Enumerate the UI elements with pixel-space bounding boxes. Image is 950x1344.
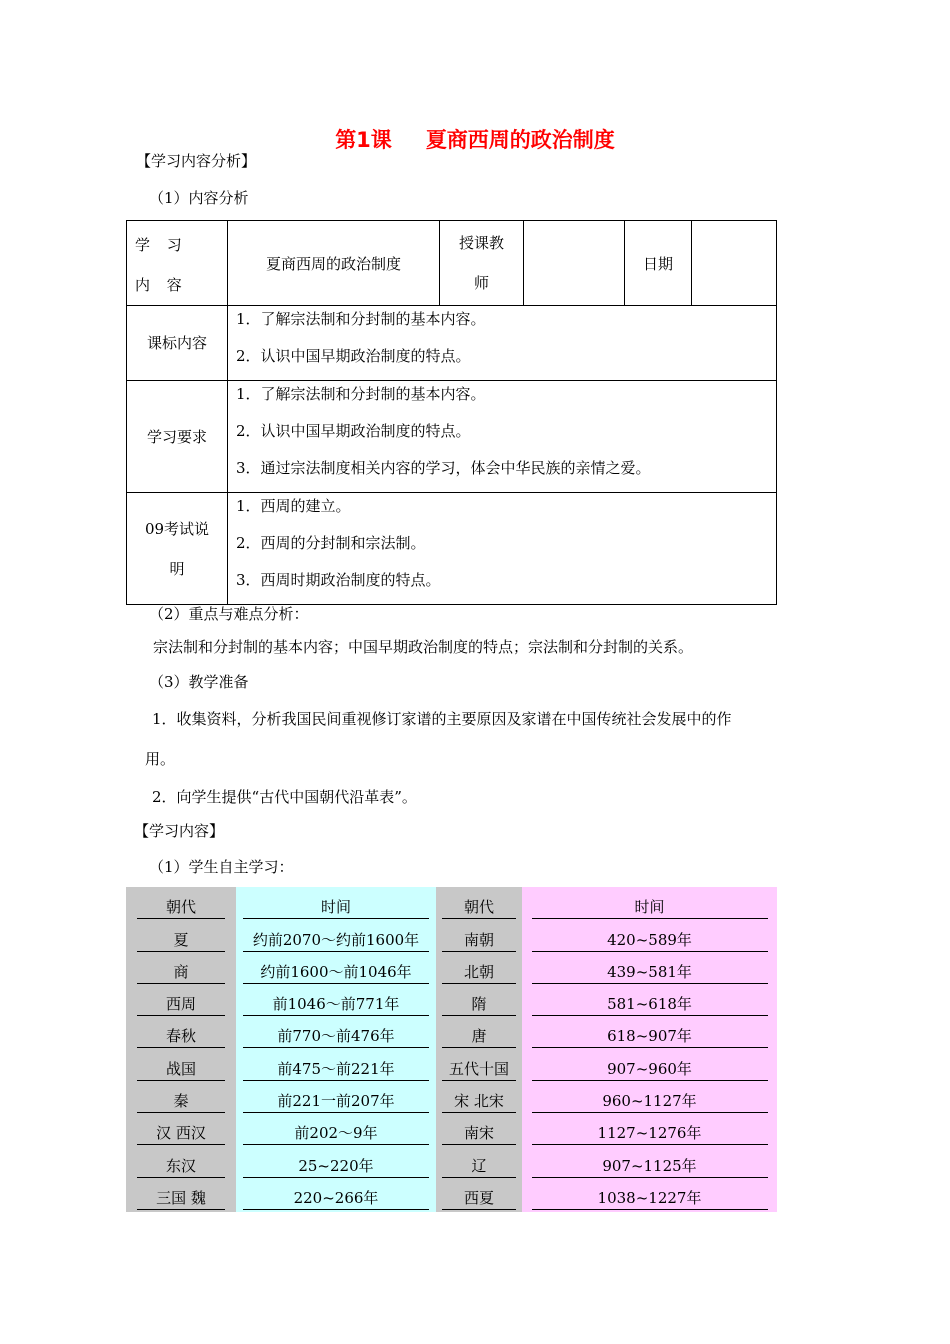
dynasty-cell: 西周	[137, 993, 225, 1016]
time-cell: 前475～前221年	[243, 1058, 429, 1081]
lesson-number: 第1课	[335, 128, 392, 152]
time-cell: 1127~1276年	[532, 1122, 768, 1145]
time-cell-wrap	[522, 1081, 777, 1113]
topic-label: 学 习 内 容	[135, 236, 188, 294]
dynasty-table	[126, 887, 777, 1212]
dynasty-cell: 隋	[442, 993, 516, 1016]
dynasty-cell: 春秋	[137, 1025, 225, 1048]
analysis-row-requirements	[127, 381, 777, 493]
standards-item: 1．了解宗法制和分封制的基本内容。	[236, 310, 486, 328]
focus-heading: （2）重点与难点分析：	[149, 605, 309, 623]
time-cell-wrap	[522, 1145, 777, 1177]
time-cell-wrap	[236, 984, 436, 1016]
time-cell: 960~1127年	[532, 1090, 768, 1113]
time-cell-wrap	[236, 1081, 436, 1113]
time-cell: 1038~1227年	[532, 1187, 768, 1210]
prep-heading: （3）教学准备	[149, 673, 249, 691]
dynasty-cell: 西夏	[442, 1187, 516, 1210]
analysis-row-topic	[127, 221, 777, 306]
dynasty-cell: 秦	[137, 1090, 225, 1113]
teacher-value-cell	[524, 221, 625, 306]
analysis-row-exam	[127, 493, 777, 605]
date-value-cell	[692, 221, 777, 306]
dynasty-cell-wrap	[126, 919, 236, 951]
time-cell-wrap	[236, 952, 436, 984]
header-cell: 朝代	[442, 896, 516, 919]
sub-heading-content-analysis: （1）内容分析	[149, 189, 249, 207]
time-cell-wrap	[522, 1016, 777, 1048]
time-cell-wrap	[522, 1113, 777, 1145]
analysis-table	[126, 220, 777, 605]
dynasty-cell-wrap	[436, 1048, 522, 1080]
header-cell-wrap	[236, 887, 436, 919]
dynasty-cell: 汉 西汉	[137, 1122, 225, 1145]
requirements-items	[228, 381, 777, 493]
time-cell: 439~581年	[532, 961, 768, 984]
header-cell-wrap	[126, 887, 236, 919]
dynasty-cell: 唐	[442, 1025, 516, 1048]
requirements-item: 1．了解宗法制和分封制的基本内容。	[236, 385, 486, 403]
time-cell-wrap	[522, 919, 777, 951]
dynasty-cell-wrap	[126, 1145, 236, 1177]
time-cell-wrap	[236, 1145, 436, 1177]
dynasty-cell-wrap	[436, 919, 522, 951]
time-column-right	[522, 887, 777, 1212]
exam-items	[228, 493, 777, 605]
dynasty-cell-wrap	[436, 1016, 522, 1048]
standards-label: 课标内容	[127, 306, 228, 381]
prep-item-1-cont: 用。	[145, 750, 176, 768]
time-cell-wrap	[236, 1048, 436, 1080]
dynasty-cell: 夏	[137, 929, 225, 952]
header-cell: 时间	[532, 896, 768, 919]
time-cell: 前202～9年	[243, 1122, 429, 1145]
time-cell: 907~1125年	[532, 1155, 768, 1178]
dynasty-cell: 辽	[442, 1155, 516, 1178]
time-cell: 420~589年	[532, 929, 768, 952]
dynasty-cell: 南宋	[442, 1122, 516, 1145]
time-cell-wrap	[522, 1178, 777, 1210]
time-cell-wrap	[236, 1113, 436, 1145]
standards-items	[228, 306, 777, 381]
dynasty-cell-wrap	[126, 1081, 236, 1113]
topic-value-cell	[228, 221, 440, 306]
dynasty-cell: 三国 魏	[137, 1187, 225, 1210]
dynasty-cell-wrap	[126, 1048, 236, 1080]
dynasty-cell: 东汉	[137, 1155, 225, 1178]
header-cell: 时间	[243, 896, 429, 919]
sub-heading-self-study: （1）学生自主学习：	[149, 858, 294, 876]
time-cell: 前770～前476年	[243, 1025, 429, 1048]
focus-text: 宗法制和分封制的基本内容；中国早期政治制度的特点；宗法制和分封制的关系。	[153, 638, 694, 656]
dynasty-cell-wrap	[436, 1081, 522, 1113]
section-heading-content: 【学习内容】	[134, 822, 225, 840]
lesson-name: 夏商西周的政治制度	[425, 128, 615, 152]
time-cell-wrap	[522, 952, 777, 984]
time-cell-wrap	[236, 1016, 436, 1048]
date-label: 日期	[642, 254, 673, 273]
exam-label: 09考试说明	[144, 519, 210, 578]
dynasty-cell: 南朝	[442, 929, 516, 952]
exam-item: 1．西周的建立。	[236, 497, 351, 515]
dynasty-cell-wrap	[126, 1016, 236, 1048]
analysis-row-standards	[127, 306, 777, 381]
dynasty-column-left	[126, 887, 236, 1212]
time-cell: 25~220年	[243, 1155, 429, 1178]
dynasty-cell: 五代十国	[442, 1058, 516, 1081]
dynasty-cell-wrap	[436, 1178, 522, 1210]
exam-item: 3．西周时期政治制度的特点。	[236, 571, 441, 589]
dynasty-cell-wrap	[126, 1178, 236, 1210]
header-cell: 朝代	[137, 896, 225, 919]
header-cell-wrap	[436, 887, 522, 919]
time-cell: 220~266年	[243, 1187, 429, 1210]
teacher-label: 授课教师	[458, 234, 504, 292]
dynasty-cell-wrap	[126, 984, 236, 1016]
date-label-cell	[625, 221, 692, 306]
time-cell: 581~618年	[532, 993, 768, 1016]
time-cell: 前1046～前771年	[243, 993, 429, 1016]
time-cell: 约前2070～约前1600年	[243, 929, 429, 952]
requirements-label: 学习要求	[127, 381, 228, 493]
section-heading-analysis: 【学习内容分析】	[136, 152, 257, 170]
prep-item-1: 1．收集资料，分析我国民间重视修订家谱的主要原因及家谱在中国传统社会发展中的作	[152, 710, 732, 728]
requirements-item: 2．认识中国早期政治制度的特点。	[236, 422, 471, 440]
exam-label-cell	[127, 493, 228, 605]
time-cell: 907~960年	[532, 1058, 768, 1081]
header-cell-wrap	[522, 887, 777, 919]
time-cell-wrap	[236, 919, 436, 951]
time-cell: 前221一前207年	[243, 1090, 429, 1113]
time-cell: 618~907年	[532, 1025, 768, 1048]
dynasty-cell-wrap	[436, 1145, 522, 1177]
dynasty-cell: 宋 北宋	[442, 1090, 516, 1113]
topic-label-cell	[127, 221, 228, 306]
dynasty-cell: 商	[137, 961, 225, 984]
requirements-item: 3．通过宗法制度相关内容的学习，体会中华民族的亲情之爱。	[236, 459, 651, 477]
dynasty-cell-wrap	[126, 1113, 236, 1145]
dynasty-cell-wrap	[436, 1113, 522, 1145]
topic-value: 夏商西周的政治制度	[265, 254, 401, 273]
dynasty-cell: 战国	[137, 1058, 225, 1081]
dynasty-cell-wrap	[436, 984, 522, 1016]
time-cell-wrap	[522, 984, 777, 1016]
prep-item-2: 2．向学生提供“古代中国朝代沿革表”。	[152, 788, 417, 806]
teacher-label-cell	[440, 221, 524, 306]
dynasty-column-right	[436, 887, 522, 1212]
exam-item: 2．西周的分封制和宗法制。	[236, 534, 426, 552]
dynasty-cell-wrap	[126, 952, 236, 984]
time-cell: 约前1600～前1046年	[243, 961, 429, 984]
time-column-left	[236, 887, 436, 1212]
time-cell-wrap	[522, 1048, 777, 1080]
dynasty-cell-wrap	[436, 952, 522, 984]
dynasty-cell: 北朝	[442, 961, 516, 984]
time-cell-wrap	[236, 1178, 436, 1210]
standards-item: 2．认识中国早期政治制度的特点。	[236, 347, 471, 365]
